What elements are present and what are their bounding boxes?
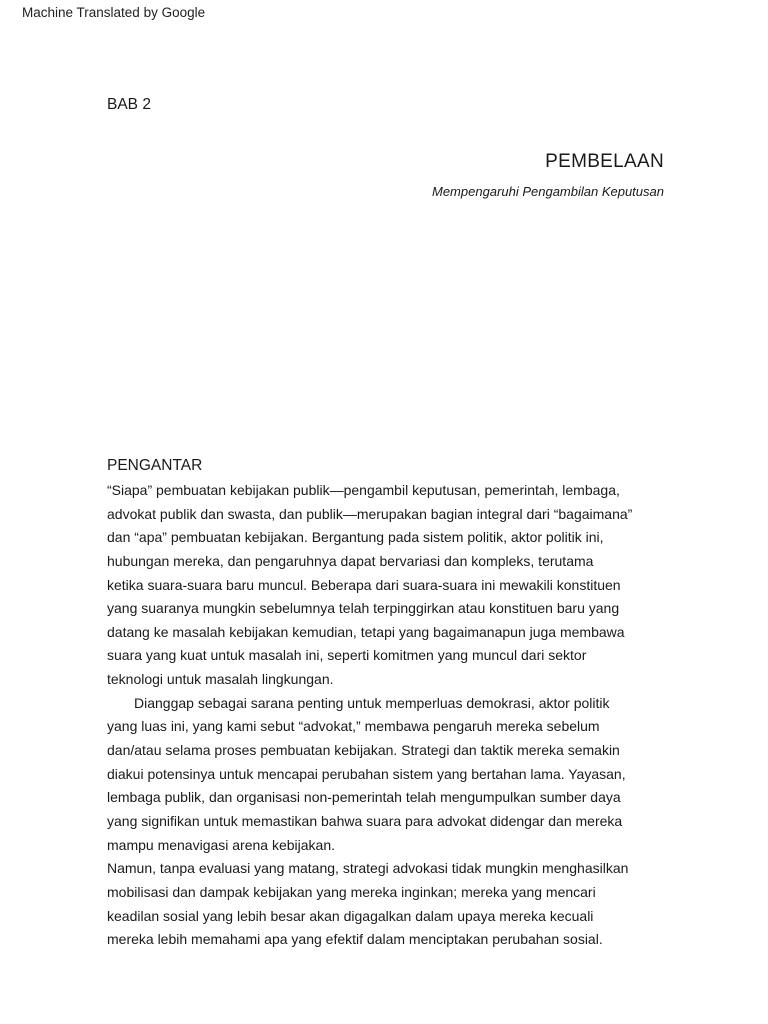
text-line: ketika suara-suara baru muncul. Beberapa dari suara-suara ini mewakili konstituen <box>107 576 621 593</box>
chapter-label: BAB 2 <box>107 96 151 113</box>
chapter-title: PEMBELAAN <box>545 151 664 172</box>
text-line: dan/atau selama proses pembuatan kebijakan. Strategi dan taktik mereka semakin <box>107 742 620 759</box>
text-line: yang signifikan untuk memastikan bahwa suara para advokat didengar dan mereka <box>107 812 623 829</box>
text-line: diakui potensinya untuk mencapai perubahan sistem yang bertahan lama. Yayasan, <box>107 765 626 782</box>
text-line: yang suaranya mungkin sebelumnya telah terpinggirkan atau konstituen baru yang <box>107 600 620 617</box>
text-line: teknologi untuk masalah lingkungan. <box>107 671 334 688</box>
text-line: keadilan sosial yang lebih besar akan digagalkan dalam upaya mereka kecuali <box>107 907 594 924</box>
machine-translation-banner: Machine Translated by Google <box>22 5 206 20</box>
text-line: “Siapa” pembuatan kebijakan publik—pengambil keputusan, pemerintah, lembaga, <box>107 482 620 498</box>
text-line: mereka lebih memahami apa yang efektif dalam menciptakan perubahan sosial. <box>107 931 603 948</box>
text-line: mobilisasi dan dampak kebijakan yang mereka inginkan; mereka yang mencari <box>107 883 596 900</box>
text-line: mampu menavigasi arena kebijakan. <box>107 836 336 853</box>
text-line: datang ke masalah kebijakan kemudian, tetapi yang bagaimanapun juga membawa <box>107 623 625 640</box>
body-text <box>107 479 677 952</box>
text-line-paragraph-start: Namun, tanpa evaluasi yang matang, strategi advokasi tidak mungkin menghasilkan <box>107 860 629 877</box>
chapter-subtitle: Mempengaruhi Pengambilan Keputusan <box>432 184 664 199</box>
text-line: hubungan mereka, dan pengaruhnya dapat bervariasi dan kompleks, terutama <box>107 552 594 569</box>
text-line: yang luas ini, yang kami sebut “advokat,” membawa pengaruh mereka sebelum <box>107 718 600 735</box>
text-line: lembaga publik, dan organisasi non-pemerintah telah mengumpulkan sumber daya <box>107 789 621 806</box>
text-line-paragraph-start: Dianggap sebagai sarana penting untuk memperluas demokrasi, aktor politik <box>134 694 610 711</box>
text-line: dan “apa” pembuatan kebijakan. Bergantung pada sistem politik, aktor politik ini, <box>107 529 604 546</box>
text-line: suara yang kuat untuk masalah ini, seperti komitmen yang muncul dari sektor <box>107 647 587 664</box>
text-line: advokat publik dan swasta, dan publik—merupakan bagian integral dari “bagaimana” <box>107 505 633 522</box>
section-heading: PENGANTAR <box>107 457 203 474</box>
